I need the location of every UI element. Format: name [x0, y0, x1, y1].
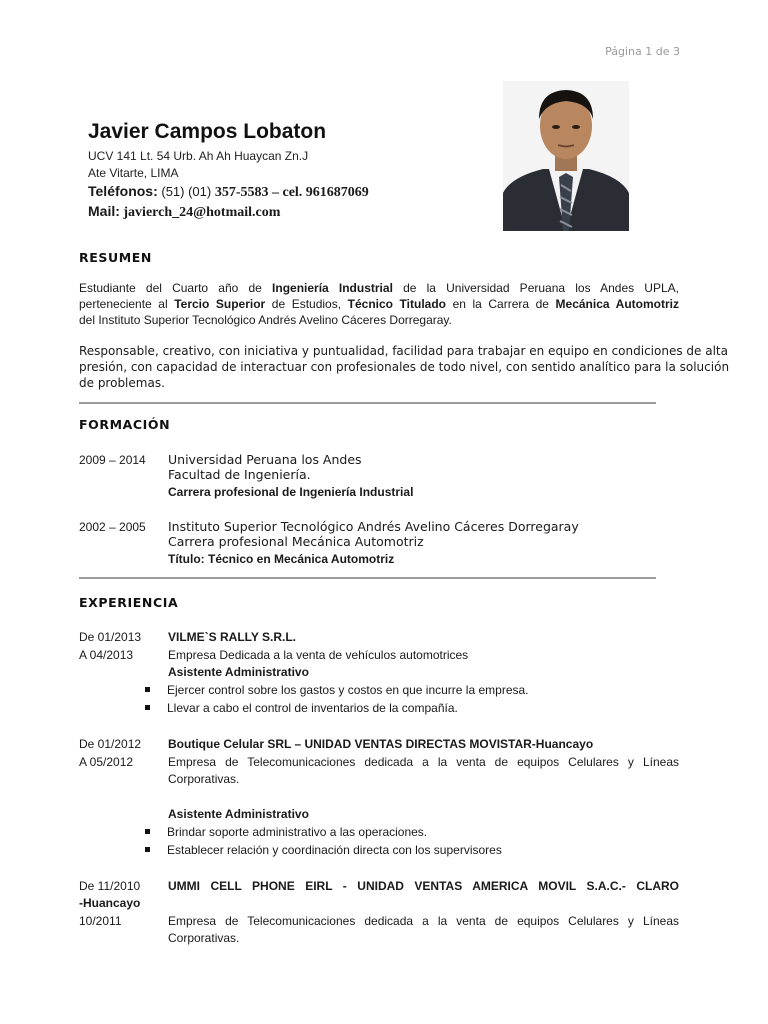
job-from-date: De 01/2012 [79, 737, 142, 751]
formacion-institution: Instituto Superior Tecnológico Andrés Avelino Cáceres Dorregaray [168, 519, 579, 534]
job-company-continuation: -Huancayo [79, 896, 141, 910]
job-from-date: De 01/2013 [79, 630, 142, 644]
page-number: Página 1 de 3 [605, 45, 680, 58]
mail-label: Mail: [88, 203, 120, 219]
address-line-1: UCV 141 Lt. 54 Urb. Ah Ah Huaycan Zn.J [88, 149, 309, 163]
job-description [168, 647, 679, 664]
job-to-date: A 04/2013 [79, 648, 134, 662]
phones-value: 357-5583 – cel. 961687069 [214, 185, 369, 200]
job-to-date: 10/2011 [79, 914, 122, 928]
job-bullet [145, 683, 529, 697]
mail-value: javierch_24@hotmail.com [119, 205, 281, 220]
resumen-text: de problemas. [79, 376, 165, 390]
resumen-bold: Técnico Titulado [347, 297, 446, 311]
formacion-career: Carrera profesional de Ingeniería Industrial [168, 485, 414, 499]
job-bullet-text: Brindar soporte administrativo a las operaciones. [167, 825, 428, 839]
address-line-2: Ate Vitarte, LIMA [88, 166, 179, 180]
mail-line [88, 203, 280, 221]
job-bullet [145, 825, 427, 839]
formacion-period: 2009 – 2014 [79, 453, 146, 467]
candidate-name: Javier Campos Lobaton [88, 120, 327, 143]
job-description-line: Empresa Dedicada a la venta de vehículos automotrices [168, 648, 469, 662]
job-bullet [145, 843, 502, 857]
resumen-text: del Instituto Superior Tecnológico Andrés Avelino Cáceres Dorregaray. [79, 313, 452, 327]
job-company [168, 878, 679, 895]
section-title-formacion: FORMACIÓN [79, 417, 171, 432]
job-description [168, 913, 679, 947]
job-bullet-text: Llevar a cabo el control de inventarios de la compañía. [167, 701, 458, 715]
job-description-line: Empresa de Telecomunicaciones dedicada a la venta de equipos Celulares y Líneas [168, 755, 679, 769]
resumen-text: en la Carrera de [446, 297, 556, 311]
formacion-faculty: Facultad de Ingeniería. [168, 467, 311, 482]
phones-prefix: (51) (01) [157, 184, 215, 199]
phones-label: Teléfonos: [88, 183, 158, 199]
job-description [168, 754, 679, 788]
resumen-bold: Tercio Superior [174, 297, 266, 311]
resumen-paragraph-2 [79, 343, 730, 391]
resumen-bold: Ingeniería Industrial [272, 281, 393, 295]
formacion-title: Título: Técnico en Mecánica Automotriz [168, 552, 395, 566]
profile-photo [503, 81, 629, 231]
section-title-experiencia: EXPERIENCIA [79, 595, 179, 610]
job-company-text: UMMI CELL PHONE EIRL - UNIDAD VENTAS AMERICA MOVIL S.A.C.- CLARO [168, 879, 679, 893]
section-divider [79, 402, 656, 404]
job-bullet-text: Establecer relación y coordinación directa con los supervisores [167, 843, 502, 857]
resumen-text: de la Universidad Peruana los Andes UPLA, [392, 281, 679, 295]
section-title-resumen: RESUMEN [79, 250, 152, 265]
job-company: VILME`S RALLY S.R.L. [168, 630, 297, 644]
resumen-text: presión, con capacidad de interactuar con profesionales de todo nivel, con sentido analítico para la solución [79, 360, 730, 374]
section-divider [79, 577, 656, 579]
formacion-career: Carrera profesional Mecánica Automotriz [168, 534, 424, 549]
resumen-text: Estudiante del Cuarto año de [79, 281, 273, 295]
job-from-date: De 11/2010 [79, 879, 141, 893]
formacion-period: 2002 – 2005 [79, 520, 146, 534]
job-to-date: A 05/2012 [79, 755, 134, 769]
job-bullet [145, 701, 458, 715]
resumen-text: Responsable, creativo, con iniciativa y puntualidad, facilidad para trabajar en equipo en condiciones de alta [79, 344, 728, 358]
job-bullet-text: Ejercer control sobre los gastos y costos en que incurre la empresa. [167, 683, 529, 697]
formacion-institution: Universidad Peruana los Andes [168, 452, 362, 467]
resumen-text: perteneciente al [79, 297, 175, 311]
job-description-line: Empresa de Telecomunicaciones dedicada a la venta de equipos Celulares y Líneas [168, 914, 679, 928]
resumen-bold: Mecánica Automotriz [555, 297, 680, 311]
job-company: Boutique Celular SRL – UNIDAD VENTAS DIRECTAS MOVISTAR-Huancayo [168, 737, 594, 751]
job-role: Asistente Administrativo [168, 807, 309, 821]
job-role: Asistente Administrativo [168, 665, 309, 679]
job-description-line: Corporativas. [168, 931, 240, 945]
profile-photo-drawing [503, 81, 629, 231]
resumen-text: de Estudios, [265, 297, 348, 311]
resumen-paragraph-1 [79, 280, 679, 328]
phones-line [88, 183, 369, 201]
job-description-line: Corporativas. [168, 772, 240, 786]
